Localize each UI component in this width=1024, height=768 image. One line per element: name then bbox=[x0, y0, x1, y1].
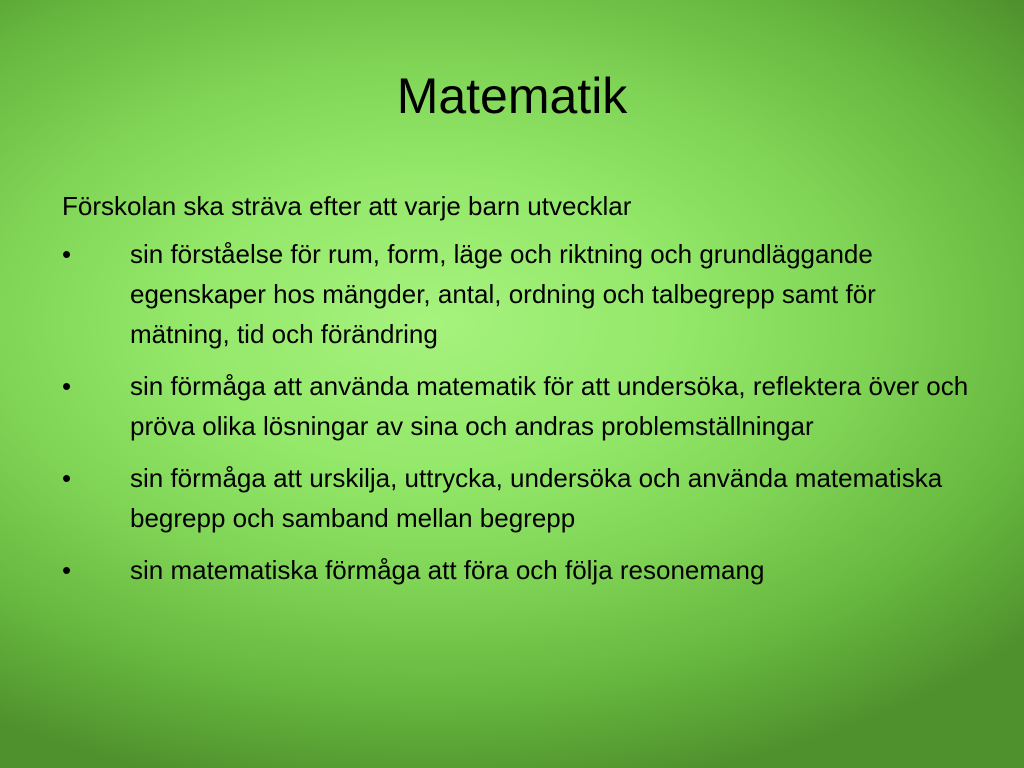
bullet-list bbox=[62, 234, 982, 590]
slide-body bbox=[62, 186, 982, 590]
bullet-text: sin förmåga att urskilja, uttrycka, undersöka och använda matematiska begrepp och samband mellan begrepp bbox=[130, 463, 943, 533]
slide-title: Matematik bbox=[396, 68, 628, 124]
bullet-item-1 bbox=[62, 234, 982, 354]
bullet-icon: • bbox=[62, 239, 72, 269]
intro-text: Förskolan ska sträva efter att varje barn utvecklar bbox=[62, 191, 632, 221]
bullet-text: sin förståelse för rum, form, läge och riktning och grundläggande egenskaper hos mängder, antal, ordning och talbegrepp samt för mätning, tid och förändring bbox=[130, 239, 876, 349]
bullet-text: sin matematiska förmåga att föra och följa resonemang bbox=[130, 555, 765, 585]
bullet-icon: • bbox=[62, 371, 72, 401]
bullet-icon: • bbox=[62, 463, 72, 493]
bullet-item-4 bbox=[62, 550, 982, 590]
bullet-item-2 bbox=[62, 366, 982, 446]
bullet-item-3 bbox=[62, 458, 982, 538]
bullet-icon: • bbox=[62, 555, 72, 585]
bullet-text: sin förmåga att använda matematik för att undersöka, reflektera över och pröva olika lösningar av sina och andras problemställningar bbox=[130, 371, 969, 441]
